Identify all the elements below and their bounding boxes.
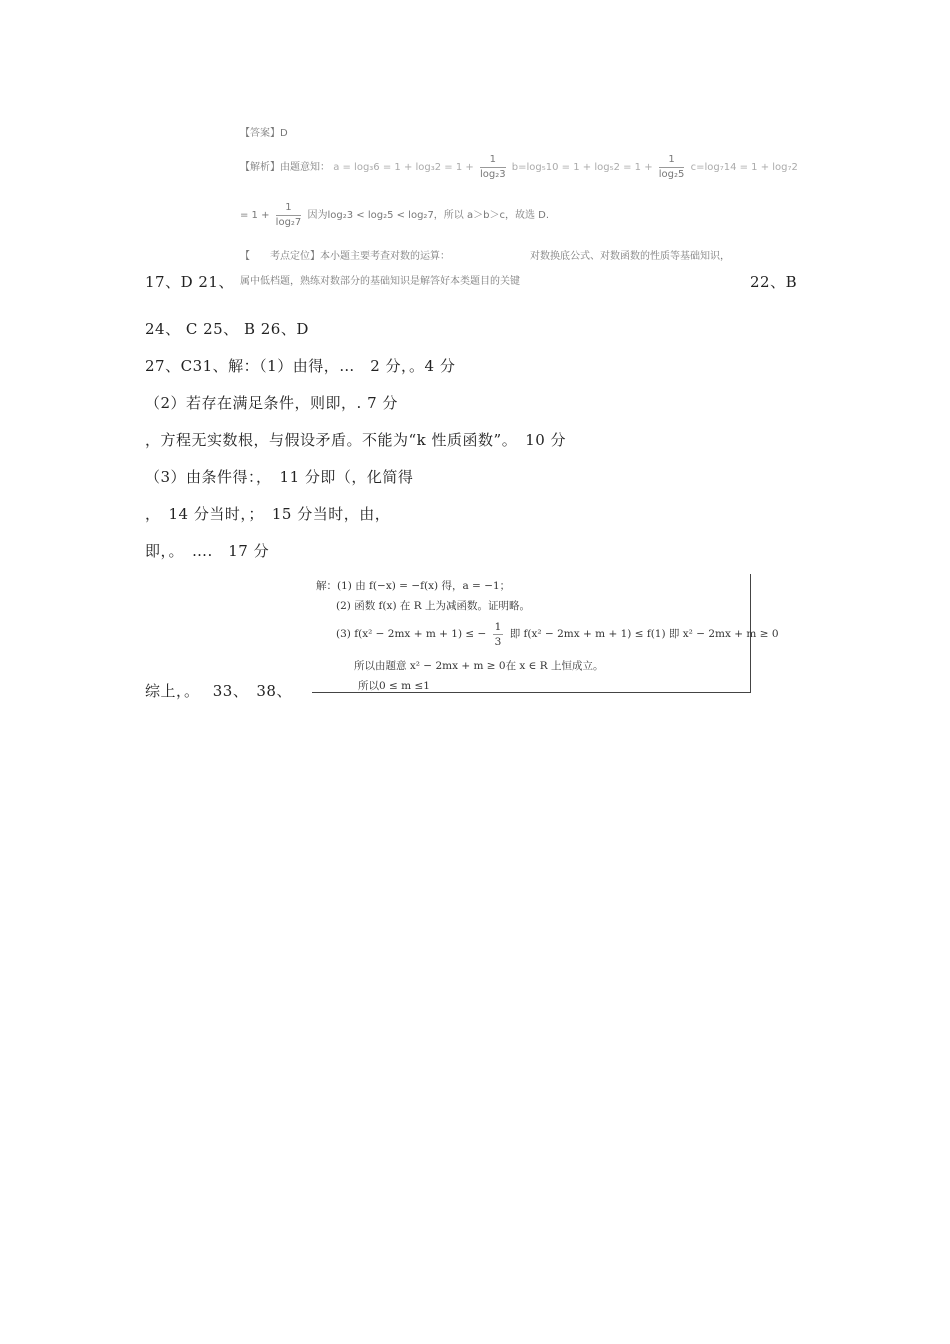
kaodian-line-2: 属中低档题，熟练对数部分的基础知识是解答好本类题目的关键 xyxy=(240,276,520,287)
fraction-c-num: 1 xyxy=(276,201,302,216)
line-part-3: （3）由条件得：， 11 分即（，化简得 xyxy=(145,468,414,486)
analysis-line xyxy=(240,150,798,186)
kaodian-left: 【 考点定位】本小题主要考查对数的运算： xyxy=(240,251,450,262)
solution-step-3 xyxy=(336,619,779,649)
fraction-a-den: log₂3 xyxy=(479,168,506,180)
a-expression: a = log₃6 = 1 + log₃2 = 1 + xyxy=(333,162,474,173)
analysis-line-2 xyxy=(240,198,549,234)
solution-step-1: 解：(1) 由 f(−x) = −f(x) 得，a = −1； xyxy=(316,580,511,592)
one-third-den: 3 xyxy=(494,635,502,648)
line-part-2: （2）若存在满足条件，则即，. 7 分 xyxy=(145,394,398,412)
line-no-roots: ，方程无实数根，与假设矛盾。不能为“k 性质函数”。 10 分 xyxy=(145,431,567,449)
solution-step-5: 所以0 ≤ m ≤1 xyxy=(358,680,430,692)
line2-rest: 因为log₂3 < log₂5 < log₂7，所以 a＞b＞c，故选 D. xyxy=(307,210,550,221)
fraction-b xyxy=(659,153,685,182)
line-27-31: 27、C31、解：（1）由得，… 2 分，。4 分 xyxy=(145,357,456,375)
line-summary: 综上，。 33、 38、 xyxy=(145,682,292,700)
answer-label: 【答案】D xyxy=(240,128,288,139)
fraction-one-third xyxy=(493,620,504,649)
analysis-label: 【解析】由题意知： xyxy=(240,162,330,173)
step3-part-a: (3) f(x² − 2mx + m + 1) ≤ − xyxy=(336,628,487,640)
kaodian-right: 对数换底公式、对数函数的性质等基础知识， xyxy=(530,251,730,262)
solution-step-4: 所以由题意 x² − 2mx + m ≥ 0在 x ∈ R 上恒成立。 xyxy=(354,660,604,672)
fraction-b-num: 1 xyxy=(659,153,685,168)
step3-part-b: 即 f(x² − 2mx + m + 1) ≤ f(1) 即 x² − 2mx + m ≥ 0 xyxy=(509,628,779,640)
c-expression: c=log₇14 = 1 + log₇2 xyxy=(690,162,798,173)
line-17-21: 17、D 21、 xyxy=(145,273,234,291)
line-22: 22、B xyxy=(750,273,798,291)
fraction-a xyxy=(480,153,506,182)
fraction-c-den: log₂7 xyxy=(275,216,302,228)
fraction-b-den: log₂5 xyxy=(658,168,685,180)
solution-step-2: (2) 函数 f(x) 在 R 上为减函数。证明略。 xyxy=(336,600,530,612)
line2-prefix: = 1 + xyxy=(240,210,270,221)
line-24-26: 24、 C 25、 B 26、D xyxy=(145,320,309,338)
fraction-a-num: 1 xyxy=(480,153,506,168)
line-17: 即，。 …. 17 分 xyxy=(145,542,270,560)
b-expression: b=log₅10 = 1 + log₅2 = 1 + xyxy=(511,162,653,173)
one-third-num: 1 xyxy=(494,620,502,633)
line-14-15: ， 14 分当时，； 15 分当时，由， xyxy=(145,505,391,523)
fraction-c xyxy=(276,201,302,230)
